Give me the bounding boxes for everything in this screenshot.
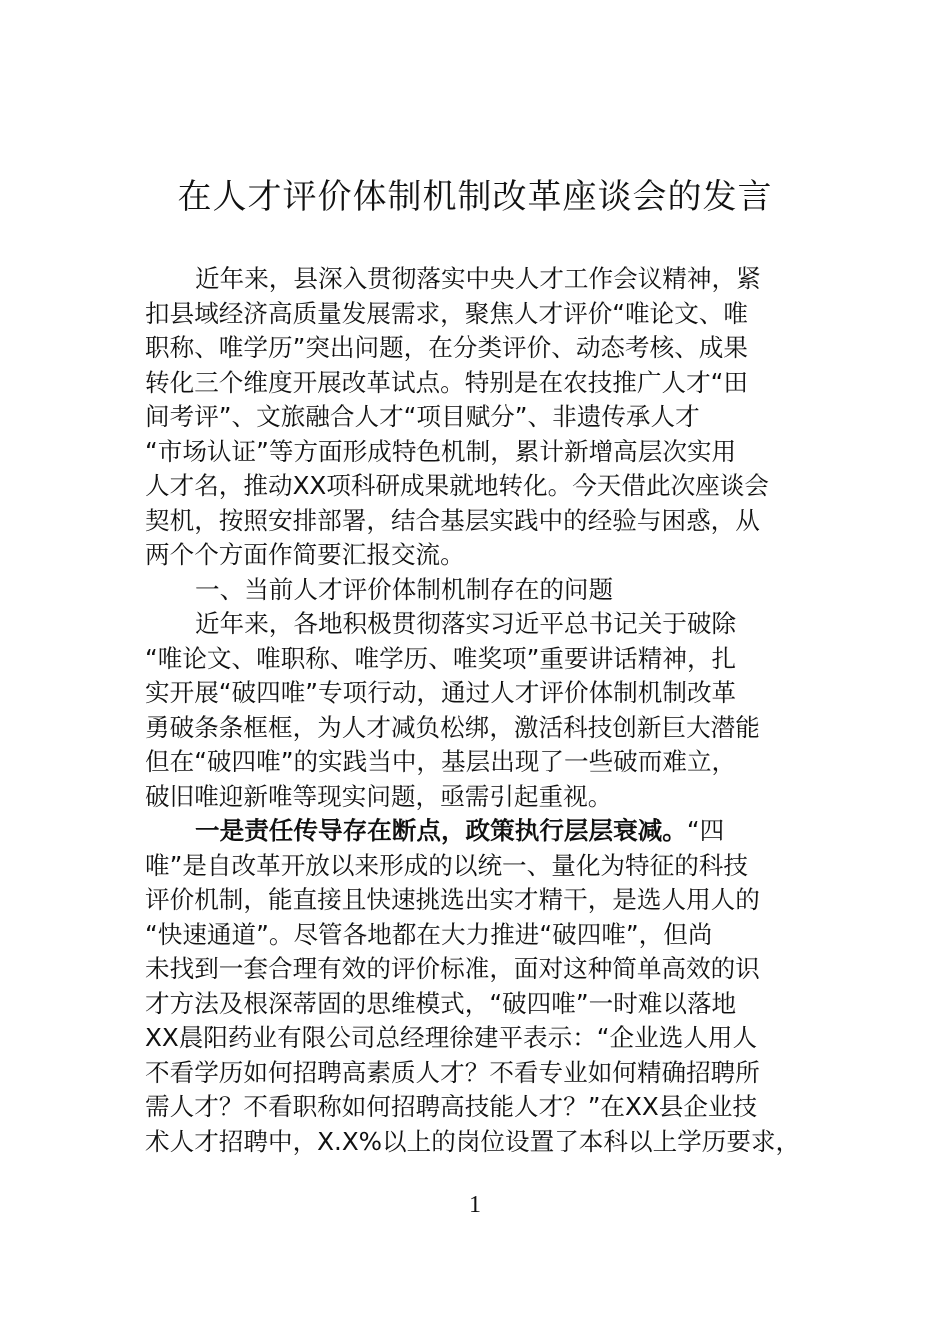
paragraph-line: 转化三个维度开展改革试点。特别是在农技推广人才“田 — [145, 367, 748, 397]
paragraph-line: 未找到一套合理有效的评价标准，面对这种简单高效的识 — [145, 954, 760, 983]
paragraph-line: 人才名，推动XX项科研成果就地转化。今天借此次座谈会 — [145, 471, 769, 500]
paragraph-line: 两个个方面作简要汇报交流。 — [145, 540, 465, 569]
paragraph-text: “四 — [686, 816, 725, 845]
paragraph-line: 职称、唯学历”突出问题，在分类评价、动态考核、成果 — [145, 333, 748, 362]
bold-lead-sentence: 一是责任传导存在断点，政策执行层层衰减。 — [195, 816, 687, 845]
paragraph-line: 勇破条条框框，为人才减负松绑，激活科技创新巨大潜能 — [145, 712, 760, 742]
paragraph-line: “唯论文、唯职称、唯学历、唯奖项”重要讲话精神，扎 — [145, 643, 737, 673]
paragraph-line: 近年来，县深入贯彻落实中央人才工作会议精神，紧 — [195, 264, 761, 293]
paragraph-line: 间考评”、文旅融合人才“项目赋分”、非遗传承人才 — [145, 402, 700, 431]
page-number: 1 — [469, 1192, 481, 1218]
paragraph-line: XX晨阳药业有限公司总经理徐建平表示：“企业选人用人 — [145, 1023, 758, 1052]
paragraph-line: 破旧唯迎新唯等现实问题，亟需引起重视。 — [145, 781, 613, 811]
paragraph-line: 扣县域经济高质量发展需求，聚焦人才评价“唯论文、唯 — [145, 298, 748, 328]
document-body — [145, 262, 815, 1159]
section-heading: 一、当前人才评价体制机制存在的问题 — [195, 574, 614, 604]
paragraph-line: 术人才招聘中，X.X%以上的岗位设置了本科以上学历要求， — [145, 1126, 801, 1156]
paragraph-line: 但在“破四唯”的实践当中，基层出现了一些破而难立， — [145, 747, 737, 776]
paragraph-line: 需人才？不看职称如何招聘高技能人才？”在XX县企业技 — [145, 1092, 758, 1121]
paragraph-line: “市场认证”等方面形成特色机制，累计新增高层次实用 — [145, 436, 737, 466]
paragraph-line: 唯”是自改革开放以来形成的以统一、量化为特征的科技 — [145, 850, 748, 880]
paragraph-line: 实开展“破四唯”专项行动，通过人才评价体制机制改革 — [145, 678, 737, 707]
paragraph-line — [145, 814, 815, 849]
paragraph-line: 近年来，各地积极贯彻落实习近平总书记关于破除 — [195, 609, 737, 638]
document-title: 在人才评价体制机制改革座谈会的发言 — [177, 177, 773, 217]
paragraph-line: 评价机制，能直接且快速挑选出实才精干，是选人用人的 — [145, 885, 760, 914]
paragraph-line: 不看学历如何招聘高素质人才？不看专业如何精确招聘所 — [145, 1057, 760, 1087]
paragraph-line: 契机，按照安排部署，结合基层实践中的经验与困惑，从 — [145, 505, 760, 535]
paragraph-line: “快速通道”。尽管各地都在大力推进“破四唯”，但尚 — [145, 919, 713, 949]
paragraph-line: 才方法及根深蒂固的思维模式，“破四唯”一时难以落地 — [145, 988, 737, 1018]
